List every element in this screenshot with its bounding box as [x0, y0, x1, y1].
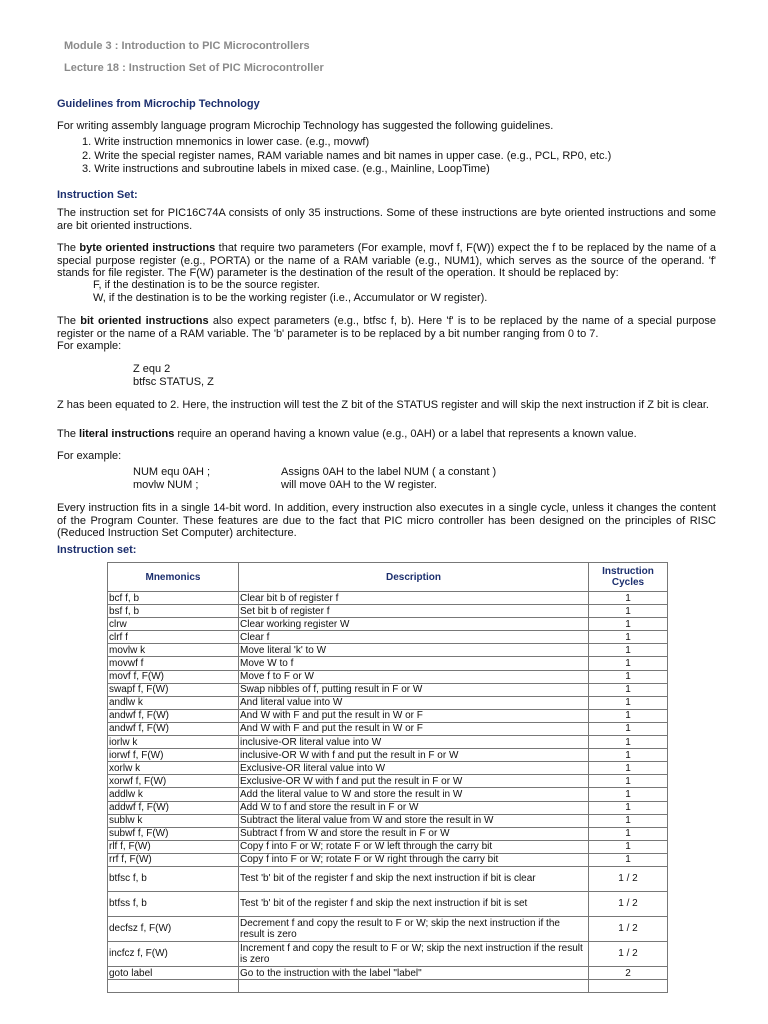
description-cell: Move W to f — [239, 657, 589, 670]
table-row — [108, 980, 668, 993]
instruction-table-title: Instruction set: — [57, 544, 137, 556]
description-cell: inclusive-OR W with f and put the result in F or W — [239, 749, 589, 762]
description-cell: Copy f into F or W; rotate F or W right through the carry bit — [239, 853, 589, 866]
description-cell: Test 'b' bit of the register f and skip the next instruction if bit is clear — [239, 866, 589, 891]
table-row — [108, 916, 668, 941]
guidelines-title: Guidelines from Microchip Technology — [57, 98, 260, 110]
mnemonic-cell: movwf f — [108, 657, 239, 670]
table-row — [108, 853, 668, 866]
description-cell: Increment f and copy the result to F or W; skip the next instruction if the result is zero — [239, 941, 589, 966]
description-cell: Test 'b' bit of the register f and skip the next instruction if bit is set — [239, 891, 589, 916]
description-cell: Add the literal value to W and store the result in W — [239, 788, 589, 801]
table-row — [108, 866, 668, 891]
code-num-equ-comment: Assigns 0AH to the label NUM ( a constant ) — [281, 466, 497, 478]
mnemonic-cell: clrf f — [108, 631, 239, 644]
table-row — [108, 605, 668, 618]
cycles-cell: 1 — [589, 762, 668, 775]
code-line-btfsc: btfsc STATUS, Z — [133, 376, 214, 388]
description-cell: Subtract the literal value from W and store the result in W — [239, 814, 589, 827]
byte-oriented-paragraph: The byte oriented instructions that require two parameters (For example, movf f, F(W)) expect the f to be replaced by the name of a special purpose register (e.g., PORTA) or the name of a RAM variable (e.g., NUM1), which serves as the source of the operand. 'f' stands for file register. The F(W) parameter is the destination of the result of the operation. It should be replaced by: — [57, 242, 717, 279]
mnemonic-cell: sublw k — [108, 814, 239, 827]
code-movlw-comment: will move 0AH to the W register. — [281, 479, 437, 491]
description-cell: And W with F and put the result in W or F — [239, 709, 589, 722]
description-cell: Decrement f and copy the result to F or W; skip the next instruction if the result is zero — [239, 916, 589, 941]
table-row — [108, 966, 668, 979]
cycles-cell: 1 — [589, 840, 668, 853]
mnemonic-cell: xorlw k — [108, 762, 239, 775]
mnemonic-cell: addlw k — [108, 788, 239, 801]
table-row — [108, 696, 668, 709]
description-cell: And W with F and put the result in W or F — [239, 722, 589, 735]
cycles-cell: 2 — [589, 966, 668, 979]
table-row — [108, 941, 668, 966]
cycles-cell: 1 / 2 — [589, 916, 668, 941]
cycles-cell: 1 / 2 — [589, 891, 668, 916]
description-cell: Add W to f and store the result in F or W — [239, 801, 589, 814]
table-row — [108, 631, 668, 644]
cycles-cell: 1 — [589, 788, 668, 801]
cycles-cell: 1 — [589, 801, 668, 814]
mnemonic-cell: rlf f, F(W) — [108, 840, 239, 853]
description-cell: And literal value into W — [239, 696, 589, 709]
table-row — [108, 670, 668, 683]
mnemonic-cell: iorwf f, F(W) — [108, 749, 239, 762]
description-cell: Copy f into F or W; rotate F or W left through the carry bit — [239, 840, 589, 853]
cycles-cell: 1 — [589, 775, 668, 788]
cycles-cell: 1 — [589, 736, 668, 749]
lecture-heading: Lecture 18 : Instruction Set of PIC Microcontroller — [64, 62, 324, 74]
cycles-cell: 1 — [589, 605, 668, 618]
table-row — [108, 775, 668, 788]
mnemonic-cell: goto label — [108, 966, 239, 979]
cycles-cell: 1 — [589, 696, 668, 709]
instruction-set-title: Instruction Set: — [57, 189, 138, 201]
literal-term: literal instructions — [79, 428, 175, 440]
bit-oriented-term: bit oriented instructions — [80, 315, 209, 327]
mnemonic-cell: btfss f, b — [108, 891, 239, 916]
table-row — [108, 592, 668, 605]
mnemonic-cell: andwf f, F(W) — [108, 709, 239, 722]
description-cell: inclusive-OR literal value into W — [239, 736, 589, 749]
destination-f-line: F, if the destination is to be the source register. — [93, 279, 320, 291]
header-cycles: Instruction Cycles — [589, 563, 668, 592]
cycles-cell: 1 — [589, 683, 668, 696]
header-mnemonics: Mnemonics — [108, 563, 239, 592]
table-row — [108, 657, 668, 670]
cycles-cell: 1 — [589, 657, 668, 670]
description-cell: Exclusive-OR W with f and put the result in F or W — [239, 775, 589, 788]
mnemonic-cell: movf f, F(W) — [108, 670, 239, 683]
mnemonic-cell: iorlw k — [108, 736, 239, 749]
cycles-cell: 1 / 2 — [589, 941, 668, 966]
cycles-cell: 1 — [589, 749, 668, 762]
code-line-z-equ: Z equ 2 — [133, 363, 171, 375]
mnemonic-cell — [108, 980, 239, 993]
table-row — [108, 827, 668, 840]
mnemonic-cell: clrw — [108, 618, 239, 631]
mnemonic-cell: bsf f, b — [108, 605, 239, 618]
literal-paragraph: The literal instructions require an operand having a known value (e.g., 0AH) or a label that represents a known value. — [57, 428, 637, 440]
mnemonic-cell: bcf f, b — [108, 592, 239, 605]
description-cell: Subtract f from W and store the result in F or W — [239, 827, 589, 840]
cycles-cell: 1 — [589, 670, 668, 683]
code-movlw: movlw NUM ; — [133, 479, 199, 491]
destination-w-line: W, if the destination is to be the working register (i.e., Accumulator or W register). — [93, 292, 488, 304]
bit-oriented-paragraph: The bit oriented instructions also expect parameters (e.g., btfsc f, b). Here 'f' is to be replaced by the name of a special purpose register or the name of a RAM variable. The 'b' parameter is to be replaced by a bit number ranging from 0 to 7. — [57, 315, 716, 340]
cycles-cell: 1 — [589, 853, 668, 866]
table-row — [108, 644, 668, 657]
description-cell: Clear working register W — [239, 618, 589, 631]
table-header-row — [108, 563, 668, 592]
description-cell — [239, 980, 589, 993]
cycles-cell: 1 — [589, 592, 668, 605]
description-cell: Go to the instruction with the label "label" — [239, 966, 589, 979]
cycles-cell: 1 — [589, 631, 668, 644]
cycles-cell: 1 — [589, 644, 668, 657]
description-cell: Set bit b of register f — [239, 605, 589, 618]
mnemonic-cell: decfsz f, F(W) — [108, 916, 239, 941]
guidelines-intro: For writing assembly language program Microchip Technology has suggested the following guidelines. — [57, 120, 554, 132]
table-row — [108, 891, 668, 916]
mnemonic-cell: swapf f, F(W) — [108, 683, 239, 696]
code-num-equ: NUM equ 0AH ; — [133, 466, 211, 478]
cycles-cell — [589, 980, 668, 993]
module-heading: Module 3 : Introduction to PIC Microcontrollers — [64, 40, 310, 52]
cycles-cell: 1 / 2 — [589, 866, 668, 891]
cycles-cell: 1 — [589, 709, 668, 722]
guidelines-list — [82, 136, 611, 177]
mnemonic-cell: andlw k — [108, 696, 239, 709]
mnemonic-cell: subwf f, F(W) — [108, 827, 239, 840]
guideline-item: 3. Write instructions and subroutine labels in mixed case. (e.g., Mainline, LoopTime) — [82, 163, 490, 175]
table-row — [108, 736, 668, 749]
mnemonic-cell: incfcz f, F(W) — [108, 941, 239, 966]
mnemonic-cell: xorwf f, F(W) — [108, 775, 239, 788]
mnemonic-cell: btfsc f, b — [108, 866, 239, 891]
cycles-cell: 1 — [589, 722, 668, 735]
description-cell: Swap nibbles of f, putting result in F or W — [239, 683, 589, 696]
bit-example-label: For example: — [57, 340, 122, 352]
table-row — [108, 801, 668, 814]
guideline-item: 1. Write instruction mnemonics in lower case. (e.g., movwf) — [82, 136, 370, 148]
table-row — [108, 683, 668, 696]
description-cell: Exclusive-OR literal value into W — [239, 762, 589, 775]
cycles-cell: 1 — [589, 827, 668, 840]
mnemonic-cell: movlw k — [108, 644, 239, 657]
mnemonic-cell: andwf f, F(W) — [108, 722, 239, 735]
byte-oriented-term: byte oriented instructions — [79, 242, 216, 254]
description-cell: Move literal 'k' to W — [239, 644, 589, 657]
table-row — [108, 840, 668, 853]
every-instruction-paragraph: Every instruction fits in a single 14-bit word. In addition, every instruction also executes in a single cycle, unless it changes the content of the Program Counter. These features are due to the fact that PIC micro controller has been designed on the principles of RISC (Reduced Instruction Set Computer) architecture. — [57, 502, 716, 539]
mnemonic-cell: rrf f, F(W) — [108, 853, 239, 866]
description-cell: Clear f — [239, 631, 589, 644]
table-row — [108, 709, 668, 722]
table-row — [108, 618, 668, 631]
description-cell: Move f to F or W — [239, 670, 589, 683]
header-description: Description — [239, 563, 589, 592]
table-row — [108, 762, 668, 775]
instruction-set-intro: The instruction set for PIC16C74A consists of only 35 instructions. Some of these instructions are byte oriented instructions and some are bit oriented instructions. — [57, 207, 716, 232]
description-cell: Clear bit b of register f — [239, 592, 589, 605]
cycles-cell: 1 — [589, 814, 668, 827]
literal-example-label: For example: — [57, 450, 122, 462]
cycles-cell: 1 — [589, 618, 668, 631]
table-row — [108, 749, 668, 762]
instruction-table — [107, 562, 668, 993]
guideline-item: 2. Write the special register names, RAM variable names and bit names in upper case. (e.g., PCL, RP0, etc.) — [82, 149, 612, 162]
table-row — [108, 722, 668, 735]
table-row — [108, 814, 668, 827]
mnemonic-cell: addwf f, F(W) — [108, 801, 239, 814]
table-row — [108, 788, 668, 801]
bit-explanation: Z has been equated to 2. Here, the instruction will test the Z bit of the STATUS register and will skip the next instruction if Z bit is clear. — [57, 399, 709, 411]
